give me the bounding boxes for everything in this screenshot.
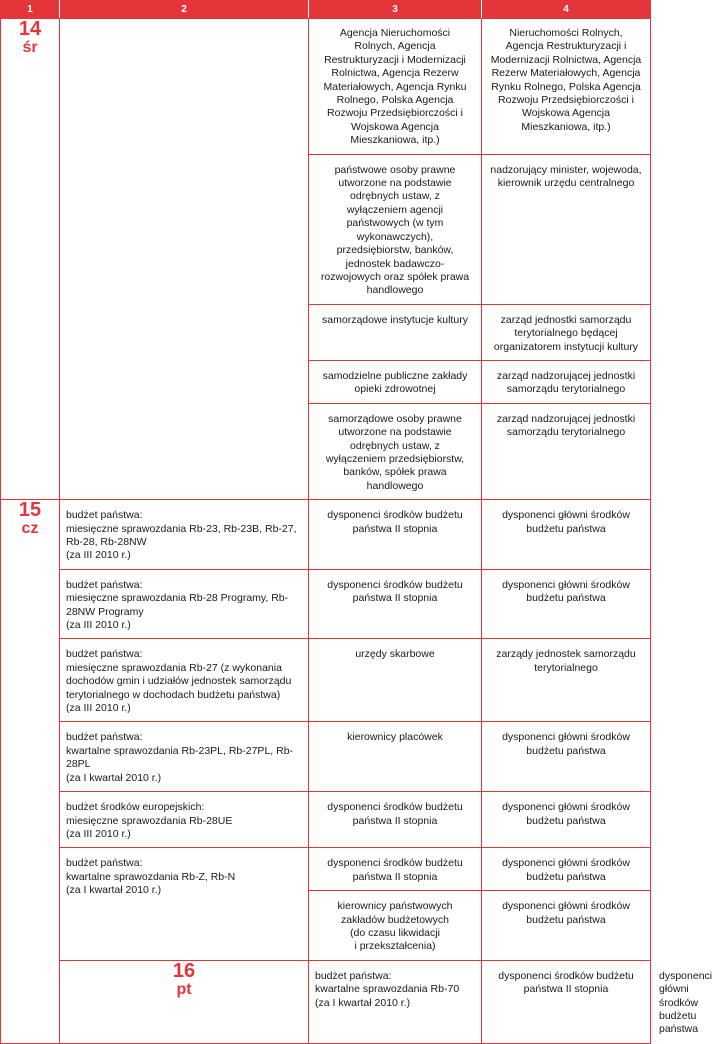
recipient-cell: dysponenci główni środków budżetu państwa (482, 500, 651, 570)
reporting-unit-cell: dysponenci środków budżetu państwa II stopnia (309, 500, 482, 570)
day-name: cz (21, 520, 39, 538)
report-type-cell: budżet państwa: miesięczne sprawozdania Rb-27 (z wykonania dochodów gmin i udziałów jednostek samorządu terytorialnego w dochodach budżetu państwa) (za III 2010 r.) (60, 639, 309, 722)
recipient-cell: zarząd nadzorującej jednostki samorządu terytorialnego (482, 403, 651, 499)
reporting-unit-cell: samorządowe osoby prawne utworzone na podstawie odrębnych ustaw, z wyłączeniem przedsiębiorstw, banków, spółek prawa handlowego (309, 403, 482, 499)
column-header-4: 4 (482, 1, 651, 19)
reporting-unit-cell: dysponenci środków budżetu państwa II stopnia (482, 960, 651, 1043)
table-row (1, 848, 651, 891)
report-type-cell: budżet środków europejskich: miesięczne sprawozdania Rb-28UE (za III 2010 r.) (60, 792, 309, 848)
table-row (1, 19, 651, 155)
table-row (1, 722, 651, 792)
day-number: 15 (18, 499, 42, 522)
report-type-cell: budżet państwa: miesięczne sprawozdania Rb-28 Programy, Rb-28NW Programy (za III 2010 r.) (60, 569, 309, 639)
recipient-cell: zarządy jednostek samorządu terytorialnego (482, 639, 651, 722)
day-cell-15 (1, 500, 60, 1044)
report-type-cell: budżet państwa: kwartalne sprawozdania Rb-23PL, Rb-27PL, Rb-28PL (za I kwartał 2010 r.) (60, 722, 309, 792)
table-row (1, 569, 651, 639)
recipient-cell: dysponenci główni środków budżetu państwa (482, 569, 651, 639)
day-number: 14 (18, 18, 42, 40)
reporting-unit-cell: państwowe osoby prawne utworzone na podstawie odrębnych ustaw, z wyłączeniem agencji państwowych (w tym wykonawczych), przedsiębiorstw, banków, jednostek badawczo-rozwojowych oraz spółek prawa handlowego (309, 154, 482, 304)
day-name: śr (22, 39, 38, 56)
column-header-3: 3 (309, 1, 482, 19)
recipient-cell: nadzorujący minister, wojewoda, kierownik urzędu centralnego (482, 154, 651, 304)
table-row (1, 792, 651, 848)
recipient-cell: zarząd nadzorującej jednostki samorządu terytorialnego (482, 360, 651, 403)
recipient-cell: dysponenci główni środków budżetu państwa (482, 891, 651, 961)
recipient-cell: Nieruchomości Rolnych, Agencja Restrukturyzacji i Modernizacji Rolnictwa, Agencja Rezerw Materiałowych, Agencja Rynku Rolnego, Polska Agencja Rozwoju Przedsiębiorczości i Wojskowa Agencja Mieszkaniowa, itp.) (482, 19, 651, 155)
day-cell-14 (1, 19, 60, 500)
report-type-cell: budżet państwa: miesięczne sprawozdania Rb-23, Rb-23B, Rb-27, Rb-28, Rb-28NW (za III 2010 r.) (60, 500, 309, 570)
header-row (1, 1, 651, 19)
recipient-cell: zarząd jednostki samorządu terytorialnego będącej organizatorem instytucji kultury (482, 304, 651, 360)
reporting-unit-cell: kierownicy państwowych zakładów budżetowych (do czasu likwidacji i przekształcenia) (309, 891, 482, 961)
recipient-cell: dysponenci główni środków budżetu państwa (482, 722, 651, 792)
day-cell-16 (60, 960, 309, 1043)
table-row: 16 pt budżet państwa: kwartalne sprawozdania Rb-70 (za I kwartał 2010 r.) dysponenci środków budżetu państwa II stopnia dysponenci główni środków budżetu państwa (1, 960, 651, 1043)
column-header-2: 2 (60, 1, 309, 19)
report-type-cell (60, 19, 309, 500)
reporting-unit-cell: dysponenci środków budżetu państwa II stopnia (309, 792, 482, 848)
report-type-cell: budżet państwa: kwartalne sprawozdania Rb-70 (za I kwartał 2010 r.) (309, 960, 482, 1043)
table-row (1, 500, 651, 570)
day-name: pt (176, 980, 192, 998)
reporting-unit-cell: samodzielne publiczne zakłady opieki zdrowotnej (309, 360, 482, 403)
column-header-1: 1 (1, 1, 60, 19)
day-number: 16 (172, 959, 196, 982)
recipient-cell: dysponenci główni środków budżetu państwa (482, 792, 651, 848)
table-row (1, 639, 651, 722)
reporting-unit-cell: Agencja Nieruchomości Rolnych, Agencja Restrukturyzacji i Modernizacji Rolnictwa, Agencja Rezerw Materiałowych, Agencja Rynku Rolnego, Polska Agencja Rozwoju Przedsiębiorczości i Wojskowa Agencja Mieszkaniowa, itp.) (309, 19, 482, 155)
report-type-cell: budżet państwa: kwartalne sprawozdania Rb-Z, Rb-N (za I kwartał 2010 r.) (60, 848, 309, 960)
reporting-unit-cell: dysponenci środków budżetu państwa II stopnia (309, 569, 482, 639)
reporting-unit-cell: kierownicy placówek (309, 722, 482, 792)
reporting-unit-cell: samorządowe instytucje kultury (309, 304, 482, 360)
reporting-unit-cell: dysponenci środków budżetu państwa II stopnia (309, 848, 482, 891)
reporting-unit-cell: urzędy skarbowe (309, 639, 482, 722)
recipient-cell: dysponenci główni środków budżetu państwa (482, 848, 651, 891)
